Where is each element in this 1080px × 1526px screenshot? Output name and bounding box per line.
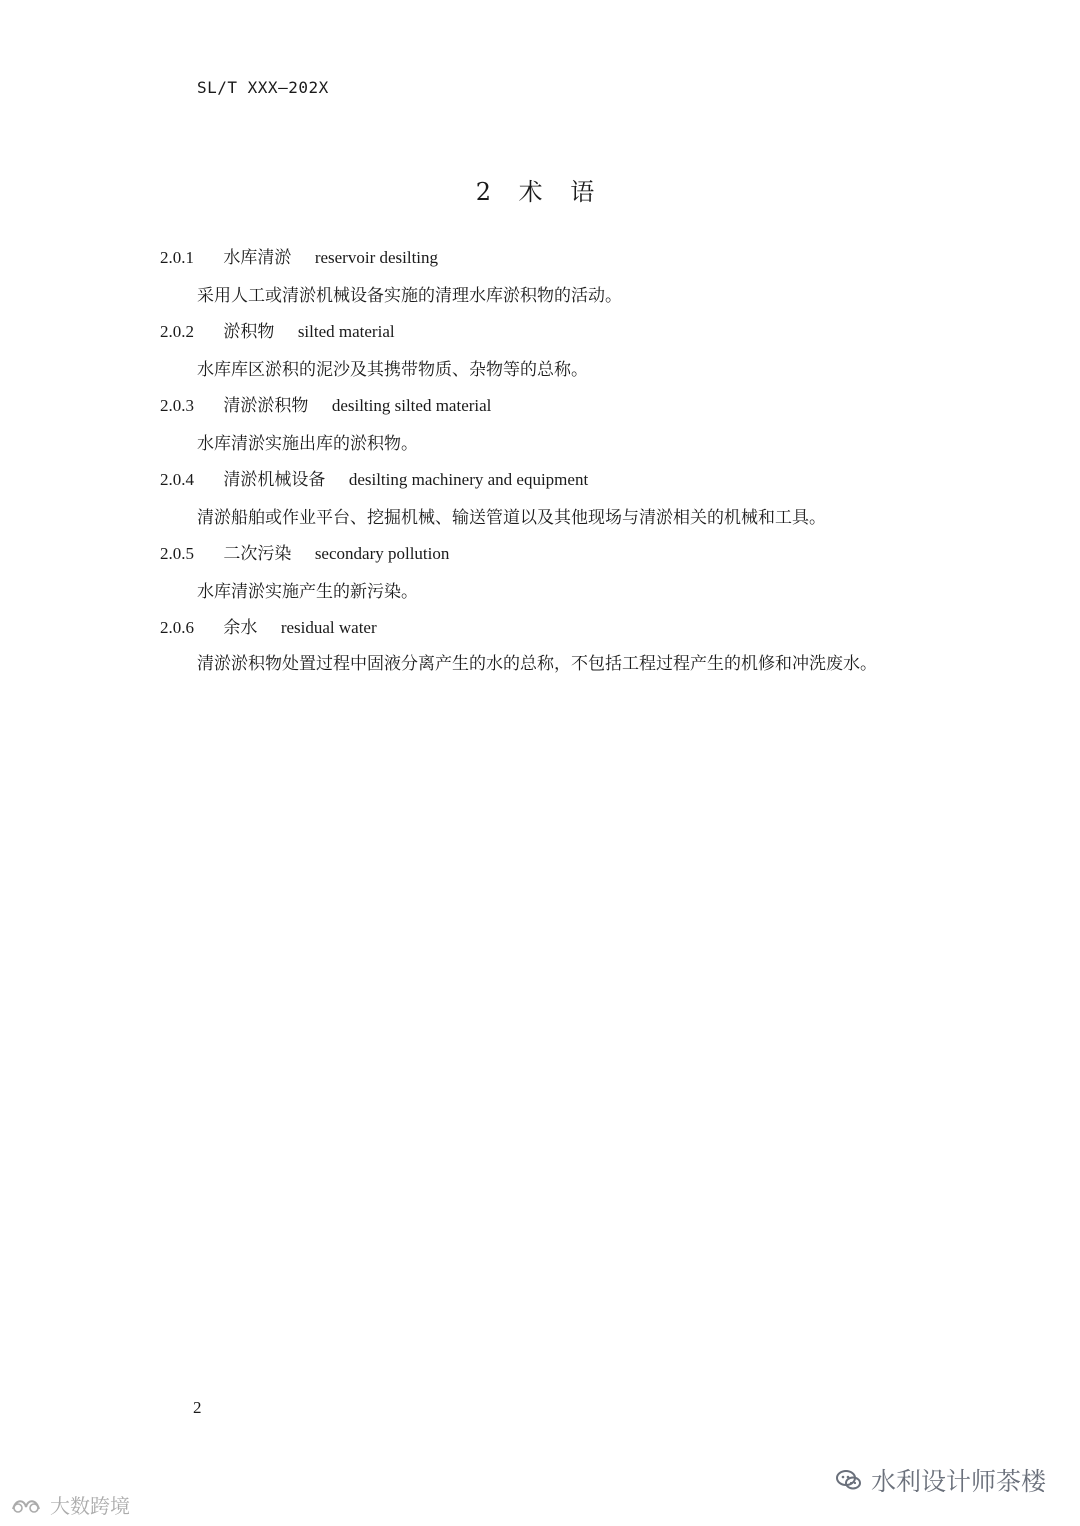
document-code: SL/T XXX—202X <box>197 78 329 97</box>
term-2-0-3 <box>160 394 491 418</box>
term-2-0-1 <box>160 246 438 270</box>
watermark-wechat-account <box>835 1462 1046 1498</box>
term-english-name: silted material <box>297 322 395 341</box>
term-number: 2.0.3 <box>160 396 194 415</box>
term-definition: 清淤船舶或作业平台、挖掘机械、输送管道以及其他现场与清淤相关的机械和工具。 <box>197 508 826 528</box>
term-definition: 水库清淤实施产生的新污染。 <box>197 582 418 602</box>
term-number: 2.0.2 <box>160 322 194 341</box>
term-chinese-name: 水库清淤 <box>223 248 292 268</box>
term-english-name: reservoir desilting <box>314 248 439 267</box>
page-number: 2 <box>193 1398 202 1417</box>
term-2-0-5 <box>160 542 449 566</box>
term-2-0-2 <box>160 320 395 344</box>
term-number: 2.0.1 <box>160 248 194 267</box>
term-number: 2.0.6 <box>160 618 194 637</box>
term-chinese-name: 二次污染 <box>223 544 292 564</box>
term-definition: 水库库区淤积的泥沙及其携带物质、杂物等的总称。 <box>197 360 588 380</box>
brand-logo-icon <box>8 1495 44 1515</box>
chapter-title: 2 术 语 <box>475 178 605 206</box>
term-english-name: residual water <box>280 618 377 637</box>
term-chinese-name: 余水 <box>223 618 258 638</box>
term-2-0-6 <box>160 616 377 640</box>
term-number: 2.0.4 <box>160 470 194 489</box>
watermark-brand <box>8 1490 130 1519</box>
term-definition: 水库清淤实施出库的淤积物。 <box>197 434 418 454</box>
term-english-name: desilting machinery and equipment <box>348 470 589 489</box>
term-english-name: desilting silted material <box>331 396 492 415</box>
term-chinese-name: 淤积物 <box>223 322 275 342</box>
watermark-brand-name: 大数跨境 <box>50 1494 130 1518</box>
wechat-icon <box>835 1468 863 1492</box>
term-2-0-4 <box>160 468 588 492</box>
term-definition: 清淤淤积物处置过程中固液分离产生的水的总称，不包括工程过程产生的机修和冲洗废水。 <box>197 654 877 674</box>
term-english-name: secondary pollution <box>314 544 450 563</box>
watermark-account-name: 水利设计师茶楼 <box>870 1467 1046 1496</box>
term-chinese-name: 清淤淤积物 <box>223 396 309 416</box>
term-number: 2.0.5 <box>160 544 194 563</box>
term-chinese-name: 清淤机械设备 <box>223 470 326 490</box>
term-definition: 采用人工或清淤机械设备实施的清理水库淤积物的活动。 <box>197 286 622 306</box>
